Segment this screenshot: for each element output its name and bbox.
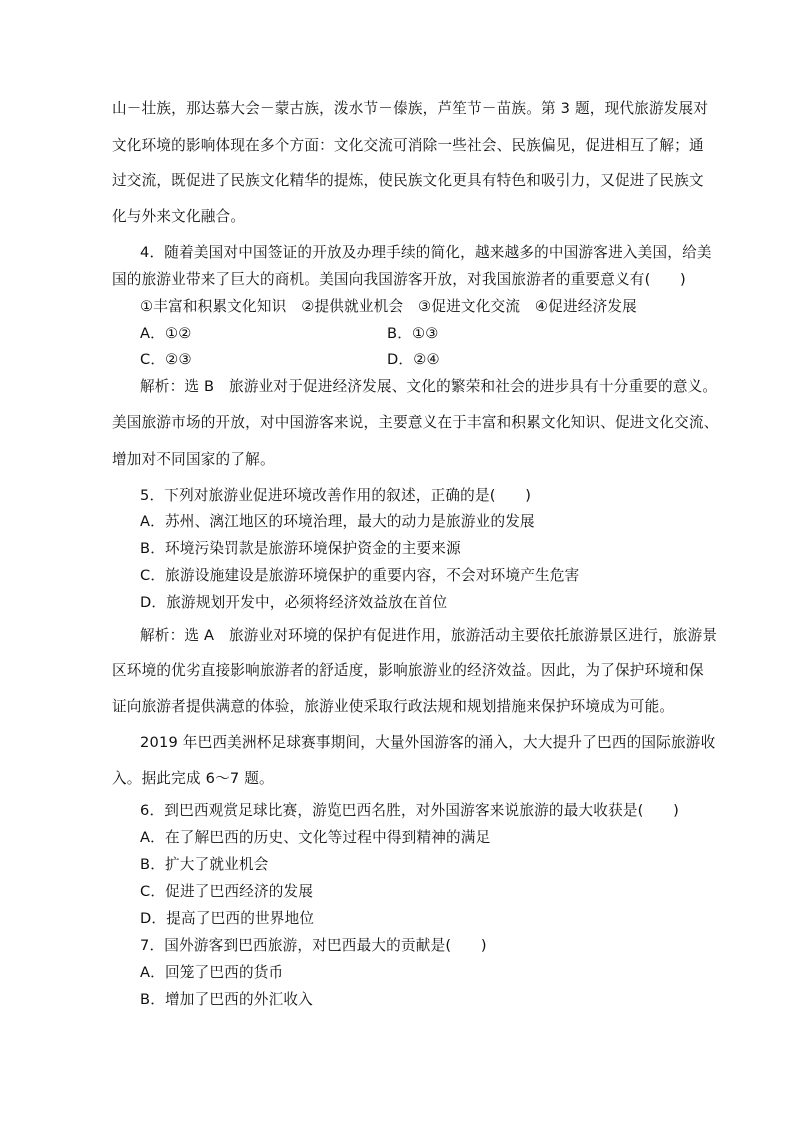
q4-option-b: B．①③ xyxy=(387,325,439,342)
q7-option-b: B．增加了巴西的外汇收入 xyxy=(140,991,313,1008)
material-line-1: 2019 年巴西美洲杯足球赛事期间，大量外国游客的涌入，大大提升了巴西的国际旅游收 xyxy=(140,734,716,751)
q6-option-a: A．在了解巴西的历史、文化等过程中得到精神的满足 xyxy=(140,829,491,846)
q6-option-b: B．扩大了就业机会 xyxy=(140,856,269,873)
q4-option-c: C．②③ xyxy=(140,351,192,368)
q4-analysis-line-2: 美国旅游市场的开放，对中国游客来说，主要意义在于丰富和积累文化知识、促进文化交流、 xyxy=(112,414,719,431)
q4-items: ①丰富和积累文化知识 ②提供就业机会 ③促进文化交流 ④促进经济发展 xyxy=(140,298,637,315)
q6-stem: 6．到巴西观赏足球比赛，游览巴西名胜，对外国游客来说旅游的最大收获是( ) xyxy=(140,802,680,819)
q4-stem-line-2: 国的旅游业带来了巨大的商机。美国向我国游客开放，对我国旅游者的重要意义有( ) xyxy=(112,271,686,288)
intro-line-1: 山－壮族，那达慕大会－蒙古族，泼水节－傣族，芦笙节－苗族。第 3 题，现代旅游发展对 xyxy=(112,100,709,117)
q5-analysis-line-3: 证向旅游者提供满意的体验，旅游业使采取行政法规和规划措施来保护环境成为可能。 xyxy=(112,698,675,715)
q5-option-d: D．旅游规划开发中，必须将经济效益放在首位 xyxy=(140,594,448,611)
q4-option-a: A．①② xyxy=(140,325,192,342)
q4-stem-line-1: 4．随着美国对中国签证的开放及办理手续的简化，越来越多的中国游客进入美国，给美 xyxy=(140,244,712,261)
q4-analysis-line-3: 增加对不同国家的了解。 xyxy=(112,451,275,468)
q7-stem: 7．国外游客到巴西旅游，对巴西最大的贡献是( ) xyxy=(140,937,487,954)
intro-line-2: 文化环境的影响体现在多个方面：文化交流可消除一些社会、民族偏见，促进相互了解；通 xyxy=(112,137,704,154)
q4-option-d: D．②④ xyxy=(387,351,440,368)
q5-option-a: A．苏州、漓江地区的环境治理，最大的动力是旅游业的发展 xyxy=(140,513,535,530)
material-line-2: 入。据此完成 6～7 题。 xyxy=(112,770,274,787)
q7-option-a: A．回笼了巴西的货币 xyxy=(140,964,284,981)
q5-analysis-line-1: 解析：选 A 旅游业对环境的保护有促进作用，旅游活动主要依托旅游景区进行，旅游景 xyxy=(140,627,718,644)
q5-option-c: C．旅游设施建设是旅游环境保护的重要内容，不会对环境产生危害 xyxy=(140,567,580,584)
q5-stem: 5．下列对旅游业促进环境改善作用的叙述，正确的是( ) xyxy=(140,487,532,504)
q5-option-b: B．环境污染罚款是旅游环境保护资金的主要来源 xyxy=(140,540,461,557)
intro-line-3: 过交流，既促进了民族文化精华的提炼，使民族文化更具有特色和吸引力，又促进了民族文 xyxy=(112,172,704,189)
q4-analysis-line-1: 解析：选 B 旅游业对于促进经济发展、文化的繁荣和社会的进步具有十分重要的意义。 xyxy=(140,378,718,395)
q6-option-c: C．促进了巴西经济的发展 xyxy=(140,883,314,900)
q5-analysis-line-2: 区环境的优劣直接影响旅游者的舒适度，影响旅游业的经济效益。因此，为了保护环境和保 xyxy=(112,662,704,679)
intro-line-4: 化与外来文化融合。 xyxy=(112,208,246,225)
q6-option-d: D．提高了巴西的世界地位 xyxy=(140,910,315,927)
